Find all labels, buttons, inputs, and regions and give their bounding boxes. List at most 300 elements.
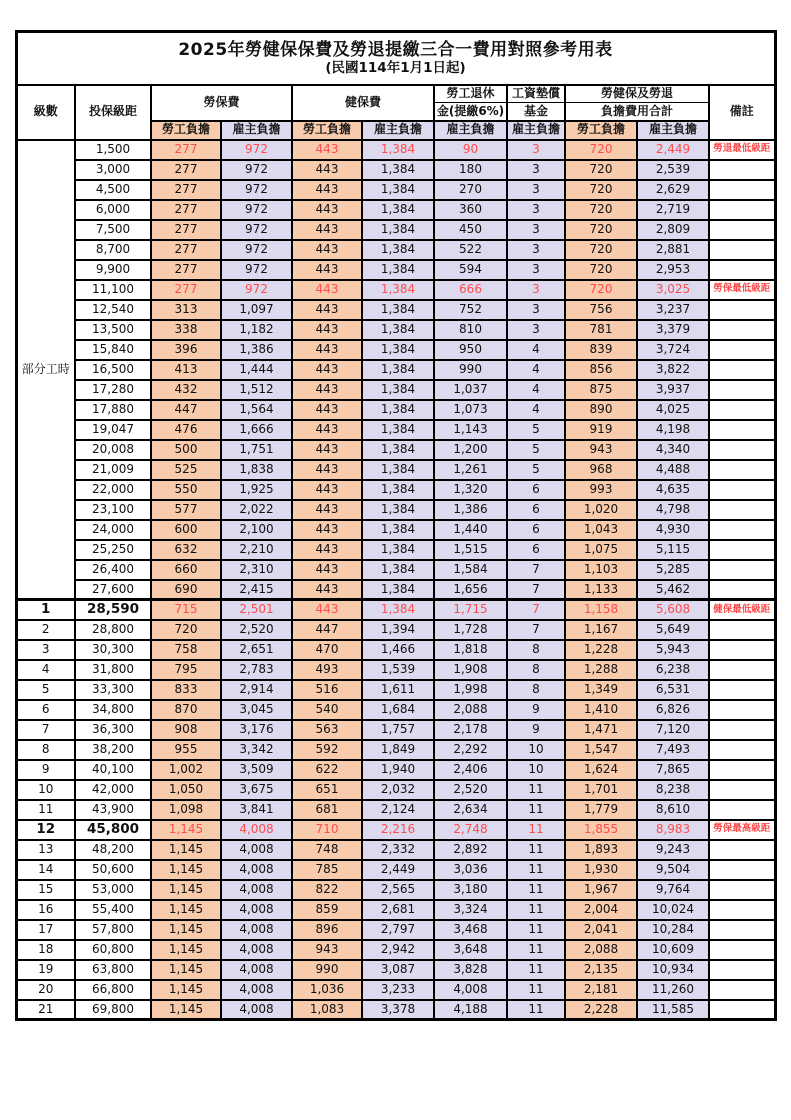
value-cell: 972 [221,260,292,280]
value-cell: 2,809 [637,220,709,240]
value-cell: 1,384 [362,420,434,440]
value-cell: 2,501 [221,600,292,620]
note-cell: 健保最低級距 [709,600,775,620]
table-header [16,32,775,140]
note-cell [709,620,775,640]
value-cell: 1,182 [221,320,292,340]
note-cell [709,580,775,600]
value-cell: 2,914 [221,680,292,700]
value-cell: 516 [292,680,362,700]
value-cell: 2,881 [637,240,709,260]
level-cell: 2 [16,620,75,640]
value-cell: 1,384 [362,360,434,380]
bracket-cell: 12,540 [75,300,151,320]
value-cell: 1,466 [362,640,434,660]
table-row [16,660,775,680]
value-cell: 720 [565,260,637,280]
value-cell: 476 [151,420,221,440]
col-header-pension-line1: 勞工退休 [434,85,507,103]
table-row [16,420,775,440]
value-cell: 4,188 [434,1000,507,1020]
value-cell: 890 [565,400,637,420]
value-cell: 360 [434,200,507,220]
value-cell: 525 [151,460,221,480]
value-cell: 3,324 [434,900,507,920]
value-cell: 833 [151,680,221,700]
level-cell: 6 [16,700,75,720]
col-header-note: 備註 [709,85,775,140]
note-cell [709,780,775,800]
value-cell: 720 [565,160,637,180]
bracket-cell: 31,800 [75,660,151,680]
table-body [16,140,775,1020]
value-cell: 2,520 [434,780,507,800]
value-cell: 2,520 [221,620,292,640]
value-cell: 810 [434,320,507,340]
value-cell: 3 [507,240,565,260]
value-cell: 443 [292,460,362,480]
value-cell: 3,724 [637,340,709,360]
value-cell: 4,008 [221,920,292,940]
value-cell: 277 [151,160,221,180]
value-cell: 11 [507,940,565,960]
col-header-wage-fund-line1: 工資墊償 [507,85,565,103]
value-cell: 1,757 [362,720,434,740]
value-cell: 11 [507,960,565,980]
table-row [16,200,775,220]
subheader-health-employee: 勞工負擔 [292,121,362,140]
value-cell: 413 [151,360,221,380]
table-row [16,720,775,740]
value-cell: 748 [292,840,362,860]
value-cell: 1,288 [565,660,637,680]
value-cell: 11 [507,880,565,900]
value-cell: 1,384 [362,220,434,240]
header-row-1 [16,85,775,103]
value-cell: 1,036 [292,980,362,1000]
level-cell: 10 [16,780,75,800]
subheader-health-employer: 雇主負擔 [362,121,434,140]
bracket-cell: 16,500 [75,360,151,380]
value-cell: 972 [221,280,292,300]
value-cell: 5 [507,420,565,440]
value-cell: 443 [292,180,362,200]
value-cell: 443 [292,500,362,520]
value-cell: 1,384 [362,600,434,620]
table-row [16,600,775,620]
value-cell: 443 [292,140,362,160]
bracket-cell: 7,500 [75,220,151,240]
value-cell: 11 [507,860,565,880]
bracket-cell: 34,800 [75,700,151,720]
value-cell: 1,133 [565,580,637,600]
value-cell: 443 [292,200,362,220]
table-row [16,260,775,280]
value-cell: 443 [292,220,362,240]
bracket-cell: 28,590 [75,600,151,620]
bracket-cell: 1,500 [75,140,151,160]
level-cell: 11 [16,800,75,820]
value-cell: 180 [434,160,507,180]
value-cell: 2,216 [362,820,434,840]
value-cell: 1,103 [565,560,637,580]
value-cell: 1,384 [362,520,434,540]
value-cell: 9,243 [637,840,709,860]
bracket-cell: 27,600 [75,580,151,600]
col-header-total-line2: 負擔費用合計 [565,103,709,121]
value-cell: 447 [151,400,221,420]
note-cell [709,1000,775,1020]
value-cell: 1,384 [362,380,434,400]
value-cell: 447 [292,620,362,640]
subheader-total-employee: 勞工負擔 [565,121,637,140]
value-cell: 908 [151,720,221,740]
note-cell [709,960,775,980]
value-cell: 443 [292,580,362,600]
level-cell: 19 [16,960,75,980]
table-row [16,1000,775,1020]
value-cell: 1,145 [151,960,221,980]
value-cell: 968 [565,460,637,480]
value-cell: 756 [565,300,637,320]
table-row [16,880,775,900]
value-cell: 3,233 [362,980,434,1000]
note-cell: 勞退最低級距 [709,140,775,160]
table-row [16,520,775,540]
note-cell [709,160,775,180]
value-cell: 594 [434,260,507,280]
value-cell: 4,930 [637,520,709,540]
value-cell: 972 [221,240,292,260]
value-cell: 1,098 [151,800,221,820]
value-cell: 4,635 [637,480,709,500]
note-cell: 勞保最低級距 [709,280,775,300]
value-cell: 522 [434,240,507,260]
bracket-cell: 25,250 [75,540,151,560]
table-row [16,440,775,460]
note-cell [709,300,775,320]
value-cell: 4 [507,380,565,400]
table-row [16,500,775,520]
value-cell: 9,764 [637,880,709,900]
value-cell: 2,100 [221,520,292,540]
value-cell: 1,656 [434,580,507,600]
table-row [16,940,775,960]
bracket-cell: 55,400 [75,900,151,920]
value-cell: 4 [507,360,565,380]
bracket-cell: 33,300 [75,680,151,700]
value-cell: 1,728 [434,620,507,640]
table-row [16,620,775,640]
value-cell: 3,025 [637,280,709,300]
note-cell [709,900,775,920]
value-cell: 651 [292,780,362,800]
note-cell [709,340,775,360]
value-cell: 1,855 [565,820,637,840]
value-cell: 3 [507,200,565,220]
value-cell: 1,384 [362,240,434,260]
value-cell: 443 [292,560,362,580]
level-cell: 20 [16,980,75,1000]
value-cell: 1,779 [565,800,637,820]
value-cell: 950 [434,340,507,360]
value-cell: 3,342 [221,740,292,760]
value-cell: 3,378 [362,1000,434,1020]
value-cell: 7 [507,620,565,640]
value-cell: 10,284 [637,920,709,940]
value-cell: 4 [507,400,565,420]
value-cell: 11 [507,820,565,840]
value-cell: 9 [507,700,565,720]
value-cell: 1,349 [565,680,637,700]
value-cell: 1,158 [565,600,637,620]
note-cell [709,700,775,720]
value-cell: 7,493 [637,740,709,760]
table-row [16,320,775,340]
note-cell [709,420,775,440]
level-cell: 13 [16,840,75,860]
value-cell: 1,145 [151,880,221,900]
value-cell: 2,310 [221,560,292,580]
value-cell: 993 [565,480,637,500]
value-cell: 1,564 [221,400,292,420]
table-row [16,560,775,580]
value-cell: 2,892 [434,840,507,860]
value-cell: 1,145 [151,940,221,960]
value-cell: 1,384 [362,580,434,600]
value-cell: 5 [507,440,565,460]
value-cell: 1,940 [362,760,434,780]
bracket-cell: 23,100 [75,500,151,520]
bracket-cell: 17,880 [75,400,151,420]
value-cell: 2,210 [221,540,292,560]
value-cell: 1,547 [565,740,637,760]
value-cell: 1,384 [362,460,434,480]
value-cell: 1,930 [565,860,637,880]
value-cell: 1,384 [362,140,434,160]
value-cell: 3 [507,220,565,240]
bracket-cell: 26,400 [75,560,151,580]
value-cell: 1,073 [434,400,507,420]
value-cell: 277 [151,140,221,160]
value-cell: 6,238 [637,660,709,680]
note-cell [709,320,775,340]
value-cell: 277 [151,280,221,300]
note-cell [709,640,775,660]
value-cell: 2,748 [434,820,507,840]
value-cell: 3 [507,160,565,180]
value-cell: 7 [507,560,565,580]
value-cell: 2,651 [221,640,292,660]
value-cell: 592 [292,740,362,760]
value-cell: 6 [507,480,565,500]
value-cell: 856 [565,360,637,380]
value-cell: 1,384 [362,340,434,360]
value-cell: 859 [292,900,362,920]
value-cell: 5,285 [637,560,709,580]
table-row [16,140,775,160]
bracket-cell: 9,900 [75,260,151,280]
value-cell: 4,798 [637,500,709,520]
value-cell: 443 [292,400,362,420]
level-cell: 1 [16,600,75,620]
value-cell: 1,384 [362,540,434,560]
value-cell: 1,666 [221,420,292,440]
value-cell: 1,611 [362,680,434,700]
value-cell: 972 [221,180,292,200]
value-cell: 10,934 [637,960,709,980]
value-cell: 1,043 [565,520,637,540]
note-cell [709,560,775,580]
value-cell: 5,462 [637,580,709,600]
value-cell: 11 [507,840,565,860]
bracket-cell: 69,800 [75,1000,151,1020]
value-cell: 2,681 [362,900,434,920]
value-cell: 1,384 [362,560,434,580]
table-row [16,820,775,840]
value-cell: 443 [292,340,362,360]
col-header-level: 級數 [16,85,75,140]
note-cell [709,800,775,820]
value-cell: 3,822 [637,360,709,380]
value-cell: 2,783 [221,660,292,680]
value-cell: 972 [221,140,292,160]
note-cell [709,500,775,520]
note-cell [709,180,775,200]
value-cell: 500 [151,440,221,460]
value-cell: 470 [292,640,362,660]
subheader-labor-employer: 雇主負擔 [221,121,292,140]
value-cell: 443 [292,520,362,540]
value-cell: 4,008 [221,980,292,1000]
value-cell: 1,715 [434,600,507,620]
value-cell: 1,384 [362,440,434,460]
value-cell: 6,826 [637,700,709,720]
value-cell: 1,838 [221,460,292,480]
table-row [16,760,775,780]
bracket-cell: 28,800 [75,620,151,640]
value-cell: 3,937 [637,380,709,400]
level-cell: 12 [16,820,75,840]
value-cell: 3 [507,180,565,200]
value-cell: 443 [292,240,362,260]
value-cell: 2,942 [362,940,434,960]
value-cell: 3 [507,260,565,280]
value-cell: 990 [292,960,362,980]
value-cell: 443 [292,380,362,400]
value-cell: 10,024 [637,900,709,920]
value-cell: 493 [292,660,362,680]
value-cell: 2,178 [434,720,507,740]
value-cell: 540 [292,700,362,720]
subheader-pension-employer: 雇主負擔 [434,121,507,140]
value-cell: 1,002 [151,760,221,780]
value-cell: 550 [151,480,221,500]
level-cell: 18 [16,940,75,960]
value-cell: 710 [292,820,362,840]
subheader-labor-employee: 勞工負擔 [151,121,221,140]
value-cell: 896 [292,920,362,940]
level-cell: 21 [16,1000,75,1020]
value-cell: 715 [151,600,221,620]
value-cell: 10 [507,740,565,760]
value-cell: 4,008 [221,880,292,900]
level-cell: 8 [16,740,75,760]
value-cell: 1,384 [362,480,434,500]
value-cell: 3,841 [221,800,292,820]
value-cell: 11 [507,800,565,820]
value-cell: 3,036 [434,860,507,880]
bracket-cell: 42,000 [75,780,151,800]
value-cell: 2,719 [637,200,709,220]
level-cell: 7 [16,720,75,740]
value-cell: 338 [151,320,221,340]
value-cell: 3 [507,140,565,160]
value-cell: 1,584 [434,560,507,580]
value-cell: 9 [507,720,565,740]
value-cell: 1,394 [362,620,434,640]
value-cell: 1,998 [434,680,507,700]
table-row [16,400,775,420]
value-cell: 2,292 [434,740,507,760]
value-cell: 1,384 [362,500,434,520]
level-cell: 9 [16,760,75,780]
value-cell: 781 [565,320,637,340]
value-cell: 277 [151,220,221,240]
value-cell: 870 [151,700,221,720]
value-cell: 4,008 [221,860,292,880]
value-cell: 4,008 [221,1000,292,1020]
table-row [16,920,775,940]
value-cell: 752 [434,300,507,320]
subheader-total-employer: 雇主負擔 [637,121,709,140]
value-cell: 720 [565,220,637,240]
value-cell: 4,008 [221,940,292,960]
note-cell: 勞保最高級距 [709,820,775,840]
value-cell: 3,237 [637,300,709,320]
bracket-cell: 13,500 [75,320,151,340]
value-cell: 11 [507,980,565,1000]
table-row [16,240,775,260]
value-cell: 720 [565,180,637,200]
bracket-cell: 8,700 [75,240,151,260]
bracket-cell: 11,100 [75,280,151,300]
value-cell: 720 [565,240,637,260]
bracket-cell: 50,600 [75,860,151,880]
value-cell: 3 [507,300,565,320]
value-cell: 577 [151,500,221,520]
value-cell: 1,145 [151,1000,221,1020]
value-cell: 990 [434,360,507,380]
bracket-cell: 17,280 [75,380,151,400]
table-row [16,700,775,720]
value-cell: 1,143 [434,420,507,440]
value-cell: 443 [292,300,362,320]
value-cell: 11,260 [637,980,709,1000]
note-cell [709,980,775,1000]
value-cell: 943 [292,940,362,960]
subheader-wage-fund-employer: 雇主負擔 [507,121,565,140]
value-cell: 4,008 [434,980,507,1000]
value-cell: 622 [292,760,362,780]
table-row [16,580,775,600]
value-cell: 6 [507,540,565,560]
bracket-cell: 60,800 [75,940,151,960]
value-cell: 7,865 [637,760,709,780]
value-cell: 1,145 [151,980,221,1000]
table-row [16,640,775,660]
value-cell: 277 [151,200,221,220]
